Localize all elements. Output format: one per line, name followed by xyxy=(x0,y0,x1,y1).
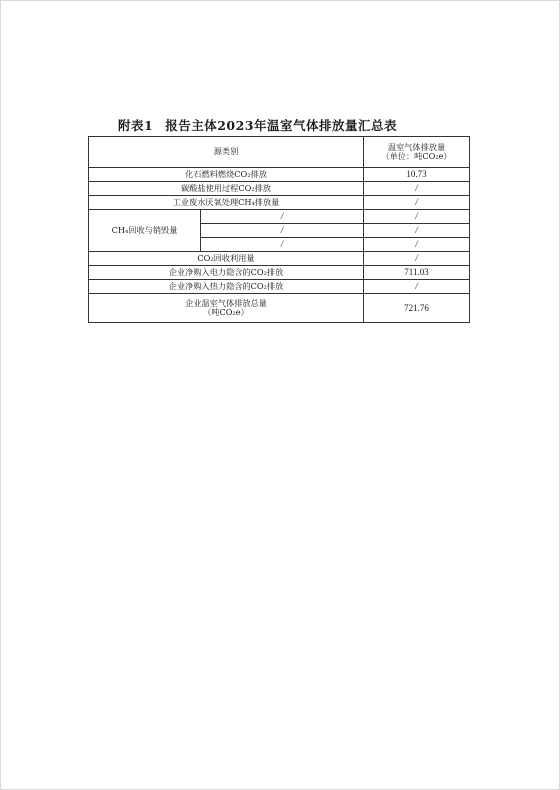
ch4-sub-item-2: / xyxy=(201,224,364,238)
ch4-sub-value-1: / xyxy=(364,210,470,224)
table-row xyxy=(89,182,470,196)
row-value-carbonate: / xyxy=(364,182,470,196)
ch4-sub-item-1: / xyxy=(201,210,364,224)
total-label-line2: （吨CO₂e） xyxy=(203,307,249,317)
ch4-sub-value-2: / xyxy=(364,224,470,238)
table-row xyxy=(89,252,470,266)
row-label-total xyxy=(89,294,364,323)
row-label-fossil-fuel: 化石燃料燃烧CO₂排放 xyxy=(89,168,364,182)
row-label-co2-recovery: CO₂回收利用量 xyxy=(89,252,364,266)
total-label-line1: 企业温室气体排放总量 xyxy=(185,297,267,308)
ch4-sub-item-3: / xyxy=(201,238,364,252)
header-source-category: 源类别 xyxy=(89,137,364,168)
ch4-sub-value-3: / xyxy=(364,238,470,252)
emissions-summary-table xyxy=(88,136,470,323)
table-row xyxy=(89,196,470,210)
row-value-wastewater: / xyxy=(364,196,470,210)
table-title xyxy=(118,116,397,134)
row-label-wastewater: 工业废水厌氧处理CH₄排放量 xyxy=(89,196,364,210)
header-emissions-line2: （单位：吨CO₂e） xyxy=(381,151,452,161)
row-value-heat: / xyxy=(364,280,470,294)
row-value-total: 721.76 xyxy=(364,294,470,323)
header-emissions xyxy=(364,137,470,168)
row-value-electricity: 711.03 xyxy=(364,266,470,280)
row-value-co2-recovery: / xyxy=(364,252,470,266)
total-row xyxy=(89,294,470,323)
row-label-carbonate: 碳酸盐使用过程CO₂排放 xyxy=(89,182,364,196)
table-row xyxy=(89,266,470,280)
row-label-heat: 企业净购入热力隐含的CO₂排放 xyxy=(89,280,364,294)
row-label-electricity: 企业净购入电力隐含的CO₂排放 xyxy=(89,266,364,280)
table-title-text: 报告主体2023年温室气体排放量汇总表 xyxy=(165,118,397,133)
table-row xyxy=(89,168,470,182)
row-value-fossil-fuel: 10.73 xyxy=(364,168,470,182)
table-row xyxy=(89,280,470,294)
header-emissions-line1: 温室气体排放量 xyxy=(387,141,446,152)
table-title-label: 附表1 xyxy=(118,118,154,133)
row-label-ch4-recovery: CH₄回收与销毁量 xyxy=(89,210,201,252)
table-row xyxy=(89,210,470,224)
header-row xyxy=(89,137,470,168)
